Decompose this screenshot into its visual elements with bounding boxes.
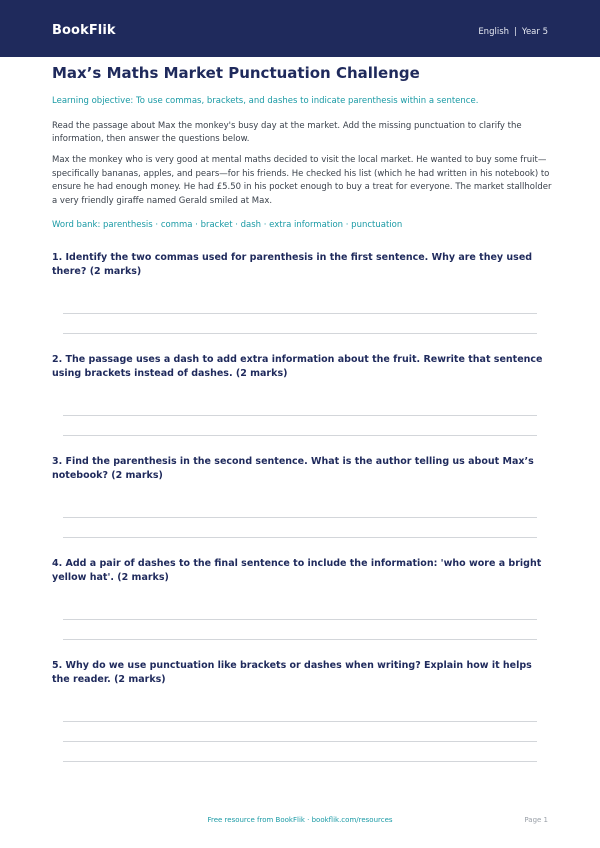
page-number: Page 1 (524, 816, 548, 824)
answer-line[interactable] (63, 761, 537, 762)
answer-line[interactable] (63, 313, 537, 314)
reading-passage: Max the monkey who is very good at mental maths decided to visit the local market. He wanted to buy some fruit—specifically bananas, apples, and pears—for his friends. He checked his list (which he had written in his notebook) to ensure he had enough money. He had £5.50 in his pocket enough to buy a treat for everyone. The market stallholder a very friendly giraffe named Gerald smiled at Max. (52, 155, 552, 206)
question-5: 5. Why do we use punctuation like brackets or dashes when writing? Explain how it helps the reader. (2 marks) (52, 660, 532, 685)
question-3: 3. Find the parenthesis in the second sentence. What is the author telling us about Max’s notebook? (2 marks) (52, 456, 534, 481)
brand-logo[interactable]: BookFlik (52, 23, 116, 38)
year-label: Year 5 (521, 27, 548, 37)
answer-line[interactable] (63, 333, 537, 334)
answer-line[interactable] (63, 435, 537, 436)
question-1: 1. Identify the two commas used for parenthesis in the first sentence. Why are they used there? (2 marks) (52, 252, 533, 277)
answer-line[interactable] (63, 415, 537, 416)
answer-line[interactable] (63, 537, 537, 538)
learning-objective: Learning objective: To use commas, brackets, and dashes to indicate parenthesis within a sentence. (52, 96, 479, 106)
answer-line[interactable] (63, 639, 537, 640)
subject-label: English (478, 27, 510, 37)
instructions: Read the passage about Max the monkey's busy day at the market. Add the missing punctuation to clarify the information, then answer the questions below. (52, 121, 522, 144)
page-header (0, 0, 600, 57)
question-4: 4. Add a pair of dashes to the final sentence to include the information: 'who wore a bright yellow hat'. (2 marks) (52, 558, 542, 583)
answer-line[interactable] (63, 741, 537, 742)
footer-credit[interactable]: Free resource from BookFlik · bookflik.com/resources (207, 816, 393, 824)
answer-line[interactable] (63, 517, 537, 518)
subject-year (478, 27, 548, 37)
question-2: 2. The passage uses a dash to add extra information about the fruit. Rewrite that sentence using brackets instead of dashes. (2 marks) (52, 354, 543, 379)
answer-line[interactable] (63, 619, 537, 620)
answer-line[interactable] (63, 721, 537, 722)
meta-separator: | (514, 27, 517, 37)
page-title: Max’s Maths Market Punctuation Challenge (52, 64, 420, 82)
word-bank: Word bank: parenthesis · comma · bracket · dash · extra information · punctuation (52, 220, 403, 230)
